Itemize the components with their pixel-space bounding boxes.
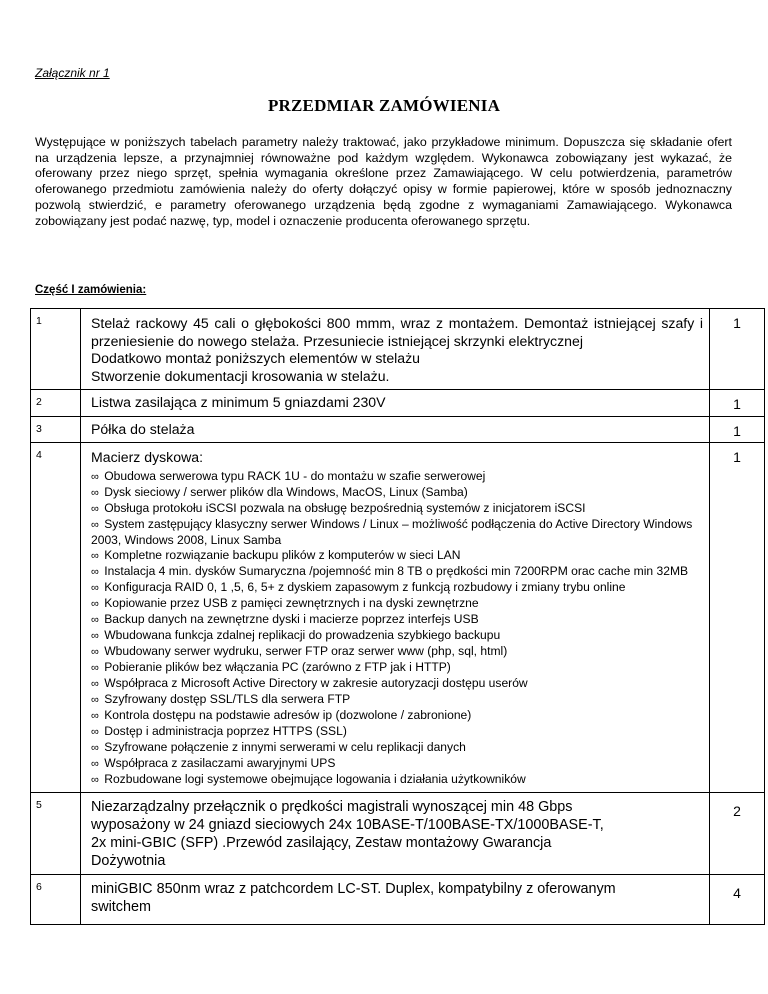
item-text: 2x mini-GBIC (SFP) .Przewód zasilający, Zestaw montażowy Gwarancja xyxy=(91,834,552,851)
items-table xyxy=(30,308,765,925)
list-item: ∞ Konfiguracja RAID 0, 1 ,5, 6, 5+ z dyskiem zapasowym z funkcją rozbudowy i zmiany trybu online xyxy=(91,579,626,594)
list-item: ∞ Szyfrowane połączenie z innymi serwerami w celu replikacji danych xyxy=(91,740,466,755)
item-description xyxy=(81,443,710,793)
table-row xyxy=(31,875,765,925)
list-item: ∞ Wbudowana funkcja zdalnej replikacji do prowadzenia szybkiego backupu xyxy=(91,627,501,642)
item-quantity: 1 xyxy=(710,443,765,793)
bullet-icon: ∞ xyxy=(91,549,99,562)
list-item: ∞ System zastępujący klasyczny serwer Windows / Linux – możliwość podłączenia do Active Directory Windows 2003, Windows 2008, Linux Samba xyxy=(91,516,693,547)
list-item: ∞ Wbudowany serwer wydruku, serwer FTP oraz serwer www (php, sql, html) xyxy=(91,644,508,659)
bullet-icon: ∞ xyxy=(91,565,99,578)
list-item: ∞ Rozbudowane logi systemowe obejmujące logowania i działania użytkowników xyxy=(91,772,526,787)
table-row xyxy=(31,309,765,390)
item-number: 2 xyxy=(31,390,81,417)
list-item: ∞ Obsługa protokołu iSCSI pozwala na obsługę bezpośrednią systemów z inicjatorem iSCSI xyxy=(91,500,586,515)
list-item: ∞ Współpraca z Microsoft Active Directory w zakresie autoryzacji dostępu userów xyxy=(91,676,528,691)
bullet-icon: ∞ xyxy=(91,726,99,739)
bullet-icon: ∞ xyxy=(91,694,99,707)
item-text: Dożywotnia xyxy=(91,852,166,869)
part-label: Część I zamówienia: xyxy=(35,284,147,296)
item-text: miniGBIC 850nm wraz z patchcordem LC-ST. Duplex, kompatybilny z oferowanym xyxy=(91,881,616,898)
item-number: 4 xyxy=(31,443,81,793)
list-item: ∞ Dostęp i administracja poprzez HTTPS (SSL) xyxy=(91,724,347,739)
intro-paragraph: Występujące w poniższych tabelach parametry należy traktować, jako przykładowe minimum. Dopuszcza się składanie ofert na urządzenia lepsze, a przynajmniej równoważne pod każdym względem. Wykonawca zobowiązany jest wykazać, że oferowany przez niego sprzęt, spełnia wymagania określone przez Zamawiającego. W celu potwierdzenia, parametrów oferowanego przedmiotu zamówienia należy do oferty dołączyć opisy w formie papierowej, które w sposób jednoznaczny pozwolą stwierdzić, e parametry oferowanego urządzenia będą zgodne z wymaganiami Zamawiającego. Wykonawca zobowiązany jest podać nazwę, typ, model i oznaczenie producenta oferowanego sprzętu. xyxy=(35,135,732,228)
item-text: Stelaż rackowy 45 cali o głębokości 800 mmm, wraz z montażem. Demontaż istniejącej szafy i przeniesienie do nowego stelaża. Przesuniecie istniejącej skrzynki elektrycznej xyxy=(91,315,703,349)
bullet-icon: ∞ xyxy=(91,470,99,483)
list-item: ∞ Instalacja 4 min. dysków Sumaryczna /pojemność min 8 TB o prędkości min 7200RPM orac cache min 32MB xyxy=(91,563,689,578)
bullet-icon: ∞ xyxy=(91,597,99,610)
bullet-icon: ∞ xyxy=(91,581,99,594)
item-description xyxy=(81,390,710,417)
item-text: Stworzenie dokumentacji krosowania w stelażu. xyxy=(91,367,390,384)
list-item: ∞ Obudowa serwerowa typu RACK 1U - do montażu w szafie serwerowej xyxy=(91,468,486,483)
spec-list xyxy=(91,469,703,789)
list-item: ∞ Kontrola dostępu na podstawie adresów ip (dozwolone / zabronione) xyxy=(91,708,472,723)
item-quantity: 2 xyxy=(710,793,765,875)
item-text: Dodatkowo montaż poniższych elementów w stelażu xyxy=(91,350,421,366)
item-number: 5 xyxy=(31,793,81,875)
bullet-icon: ∞ xyxy=(91,774,99,787)
bullet-icon: ∞ xyxy=(91,758,99,771)
bullet-icon: ∞ xyxy=(91,502,99,515)
bullet-icon: ∞ xyxy=(91,646,99,659)
table-row xyxy=(31,416,765,443)
list-item: ∞ Współpraca z zasilaczami awaryjnymi UPS xyxy=(91,756,336,771)
bullet-icon: ∞ xyxy=(91,629,99,642)
annex-label: Załącznik nr 1 xyxy=(35,66,110,80)
item-text: Macierz dyskowa: xyxy=(91,449,203,465)
list-item: ∞ Pobieranie plików bez włączania PC (zarówno z FTP jak i HTTP) xyxy=(91,660,451,675)
item-text: wyposażony w 24 gniazd sieciowych 24x 10BASE-T/100BASE-TX/1000BASE-T, xyxy=(91,817,604,834)
list-item: ∞ Szyfrowany dostęp SSL/TLS dla serwera FTP xyxy=(91,692,351,707)
item-number: 1 xyxy=(31,309,81,390)
item-quantity: 4 xyxy=(710,875,765,925)
table-row xyxy=(31,793,765,875)
item-quantity: 1 xyxy=(710,390,765,417)
document-title: PRZEDMIAR ZAMÓWIENIA xyxy=(267,96,501,115)
item-description xyxy=(81,793,710,875)
bullet-icon: ∞ xyxy=(91,678,99,691)
item-quantity: 1 xyxy=(710,309,765,390)
item-description xyxy=(81,875,710,925)
list-item: ∞ Dysk sieciowy / serwer plików dla Windows, MacOS, Linux (Samba) xyxy=(91,484,468,499)
item-description xyxy=(81,416,710,443)
bullet-icon: ∞ xyxy=(91,710,99,723)
bullet-icon: ∞ xyxy=(91,518,99,531)
list-item: ∞ Kopiowanie przez USB z pamięci zewnętrznych i na dyski zewnętrzne xyxy=(91,595,479,610)
item-number: 6 xyxy=(31,875,81,925)
list-item: ∞ Kompletne rozwiązanie backupu plików z komputerów w sieci LAN xyxy=(91,547,461,562)
list-item: ∞ Backup danych na zewnętrzne dyski i macierze poprzez interfejs USB xyxy=(91,611,479,626)
bullet-icon: ∞ xyxy=(91,662,99,675)
bullet-icon: ∞ xyxy=(91,486,99,499)
bullet-icon: ∞ xyxy=(91,613,99,626)
item-description xyxy=(81,309,710,390)
item-text: Półka do stelaża xyxy=(91,420,195,437)
item-number: 3 xyxy=(31,416,81,443)
bullet-icon: ∞ xyxy=(91,742,99,755)
table-row xyxy=(31,390,765,417)
item-text: Listwa zasilająca z minimum 5 gniazdami 230V xyxy=(91,394,386,410)
item-quantity: 1 xyxy=(710,416,765,443)
item-text: Niezarządzalny przełącznik o prędkości magistrali wynoszącej min 48 Gbps xyxy=(91,799,573,816)
item-text: switchem xyxy=(91,898,151,915)
table-row xyxy=(31,443,765,793)
